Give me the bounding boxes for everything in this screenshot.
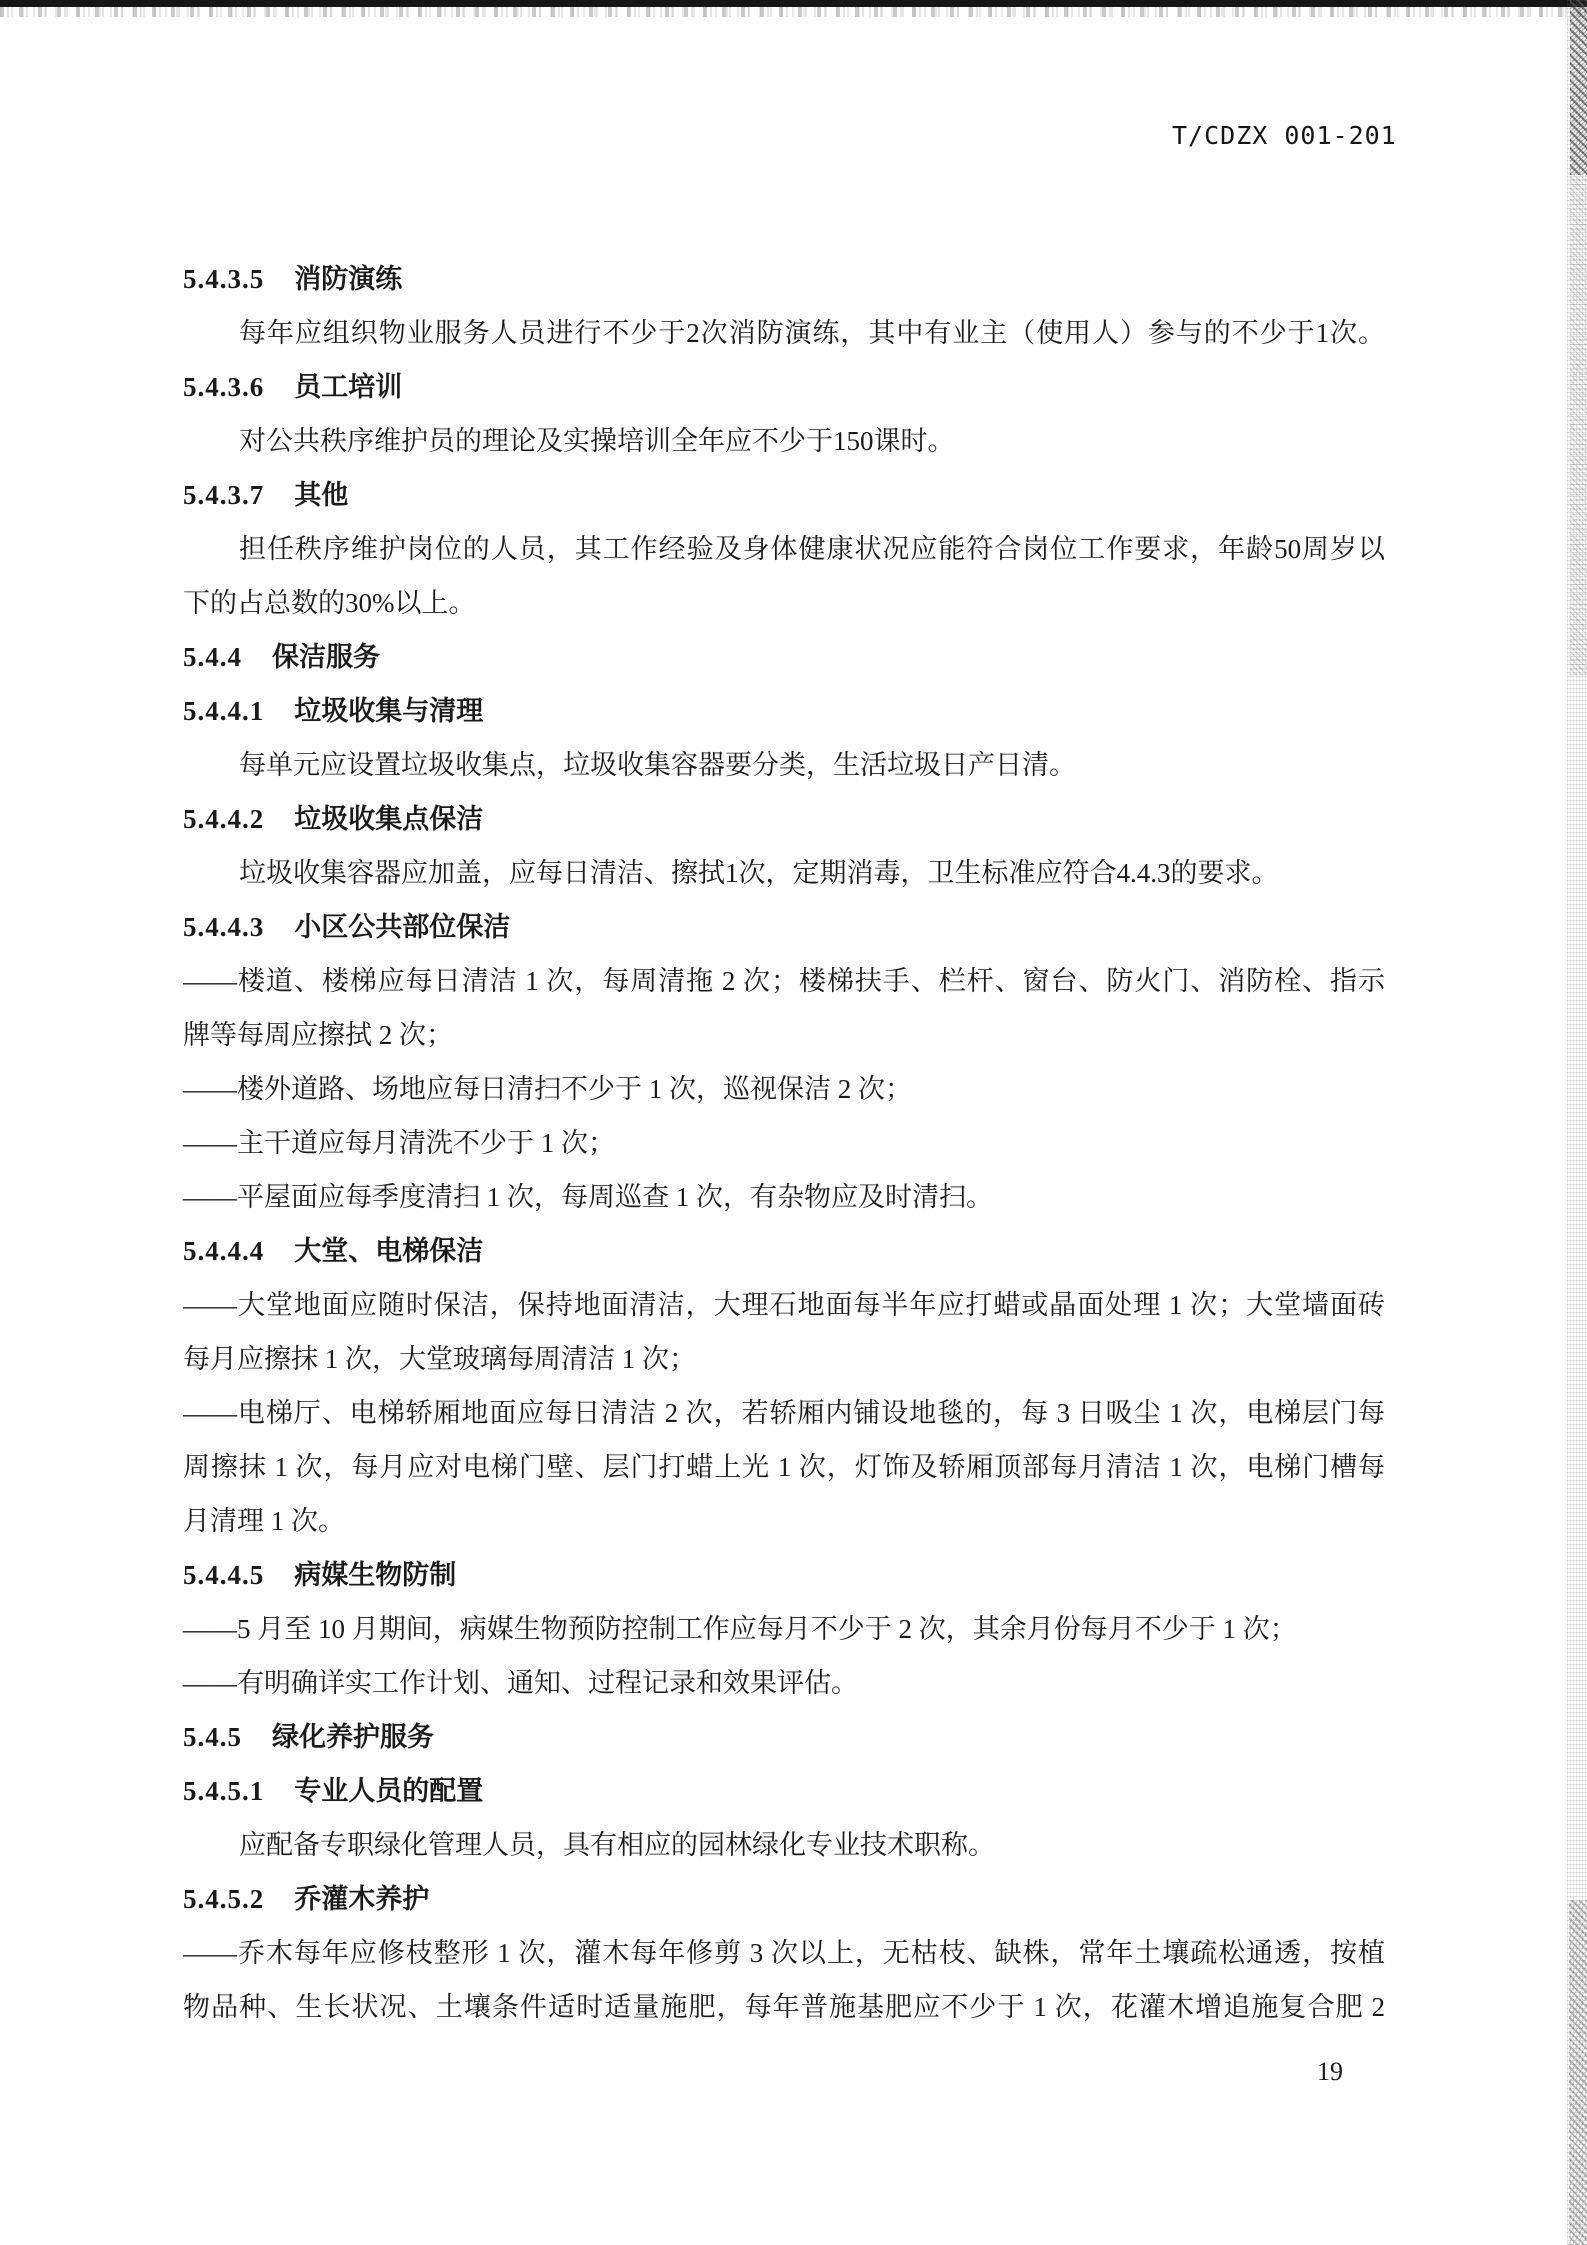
clause-heading [183, 1764, 1385, 1818]
clause-number: 5.4.3.7 [183, 480, 265, 510]
body-line: ——大堂地面应随时保洁，保持地面清洁，大理石地面每半年应打蜡或晶面处理 1 次；大堂墙面砖 [183, 1290, 1385, 1320]
body-line: 垃圾收集容器应加盖，应每日清洁、擦拭1次，定期消毒，卫生标准应符合4.4.3的要求。 [239, 858, 1279, 888]
clause-heading [183, 630, 1385, 684]
body-line: ——乔木每年应修枝整形 1 次，灌木每年修剪 3 次以上，无枯枝、缺株，常年土壤疏松通透，按植 [183, 1938, 1385, 1968]
clause-number: 5.4.4 [183, 642, 242, 672]
body-line: ——主干道应每月清洗不少于 1 次； [183, 1128, 615, 1158]
body-line: ——有明确详实工作计划、通知、过程记录和效果评估。 [183, 1668, 858, 1698]
clause-heading [183, 1224, 1385, 1278]
clause-number: 5.4.5.2 [183, 1884, 265, 1914]
body-line: 对公共秩序维护员的理论及实操培训全年应不少于150课时。 [239, 426, 955, 456]
body-line: 每年应组织物业服务人员进行不少于2次消防演练，其中有业主（使用人）参与的不少于1次。 [239, 318, 1385, 348]
scan-edge-right-bottom-patch [1569, 1900, 1587, 2245]
scan-edge-right-dark-patch [1570, 0, 1587, 175]
scan-edge-right-mid-patch [1570, 175, 1587, 675]
clause-heading [183, 900, 1385, 954]
body-line: 每月应擦抹 1 次，大堂玻璃每周清洁 1 次； [183, 1344, 696, 1374]
clause-heading [183, 1548, 1385, 1602]
clause-number: 5.4.4.5 [183, 1560, 265, 1590]
body-line: 物品种、生长状况、土壤条件适时适量施肥，每年普施基肥应不少于 1 次，花灌木增追施复合肥 2 [183, 1992, 1385, 2022]
clause-heading [183, 1872, 1385, 1926]
clause-title: 绿化养护服务 [272, 1722, 434, 1752]
body-line: ——楼道、楼梯应每日清洁 1 次，每周清拖 2 次；楼梯扶手、栏杆、窗台、防火门、消防栓、指示 [183, 966, 1385, 996]
clause-number: 5.4.4.1 [183, 696, 265, 726]
clause-title: 员工培训 [294, 372, 403, 402]
body-line: 下的占总数的30%以上。 [183, 588, 476, 618]
clause-heading [183, 252, 1385, 306]
clause-heading [183, 360, 1385, 414]
clause-number: 5.4.5 [183, 1722, 242, 1752]
body-line: 周擦抹 1 次，每月应对电梯门壁、层门打蜡上光 1 次，灯饰及轿厢顶部每月清洁 1 次，电梯门槽每 [183, 1452, 1385, 1482]
body-line: ——平屋面应每季度清扫 1 次，每周巡查 1 次，有杂物应及时清扫。 [183, 1182, 993, 1212]
scan-edge-top-noise [0, 7, 1587, 17]
clause-heading [183, 792, 1385, 846]
body-line: 牌等每周应擦拭 2 次； [183, 1020, 453, 1050]
body-line: 应配备专职绿化管理人员，具有相应的园林绿化专业技术职称。 [239, 1830, 995, 1860]
clause-title: 专业人员的配置 [294, 1776, 484, 1806]
clause-title: 消防演练 [294, 264, 403, 294]
clause-title: 垃圾收集点保洁 [294, 804, 484, 834]
body-line: 担任秩序维护岗位的人员，其工作经验及身体健康状况应能符合岗位工作要求，年龄50周岁以 [239, 534, 1385, 564]
clause-title: 保洁服务 [272, 642, 380, 672]
clause-heading [183, 684, 1385, 738]
scan-edge-top-band [0, 0, 1587, 7]
body-line: ——电梯厅、电梯轿厢地面应每日清洁 2 次，若轿厢内铺设地毯的，每 3 日吸尘 1 次，电梯层门每 [183, 1398, 1385, 1428]
clause-number: 5.4.4.2 [183, 804, 265, 834]
body-line: ——5 月至 10 月期间，病媒生物预防控制工作应每月不少于 2 次，其余月份每月不少于 1 次； [183, 1614, 1297, 1644]
document-lines [183, 252, 1385, 2034]
clause-title: 乔灌木养护 [294, 1884, 430, 1914]
clause-number: 5.4.3.6 [183, 372, 265, 402]
clause-number: 5.4.4.4 [183, 1236, 265, 1266]
standard-code-header: T/CDZX 001-201 [1172, 121, 1397, 150]
clause-heading [183, 468, 1385, 522]
clause-title: 垃圾收集与清理 [294, 696, 484, 726]
clause-heading [183, 1710, 1385, 1764]
body-line: 月清理 1 次。 [183, 1506, 345, 1536]
clause-number: 5.4.5.1 [183, 1776, 265, 1806]
clause-number: 5.4.3.5 [183, 264, 265, 294]
clause-title: 病媒生物防制 [294, 1560, 457, 1590]
clause-number: 5.4.4.3 [183, 912, 265, 942]
clause-title: 小区公共部位保洁 [294, 912, 511, 942]
clause-title: 其他 [294, 480, 349, 510]
page-number: 19 [1317, 2057, 1343, 2086]
body-line: 每单元应设置垃圾收集点，垃圾收集容器要分类，生活垃圾日产日清。 [239, 750, 1076, 780]
body-line: ——楼外道路、场地应每日清扫不少于 1 次，巡视保洁 2 次； [183, 1074, 912, 1104]
clause-title: 大堂、电梯保洁 [294, 1236, 484, 1266]
